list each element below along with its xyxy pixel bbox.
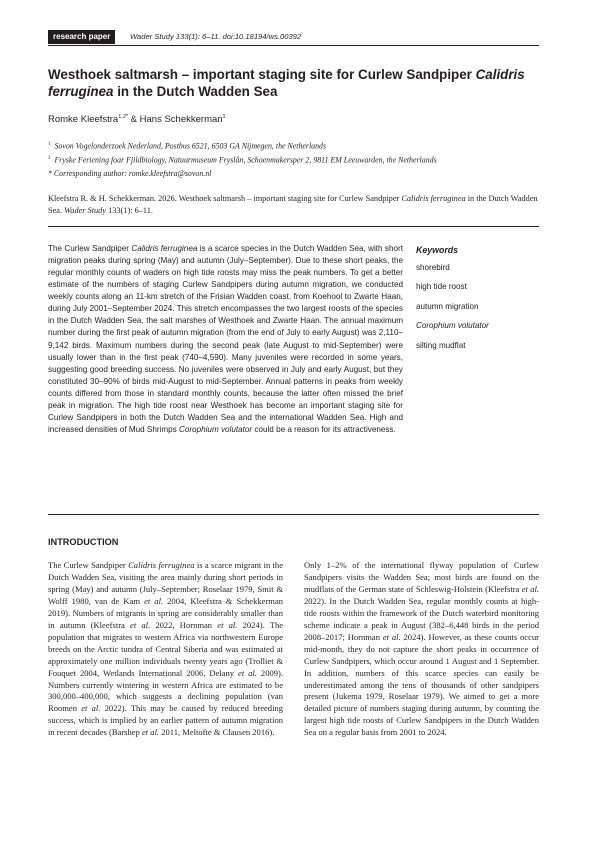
affiliation-2 <box>48 153 538 167</box>
et-al: et al. <box>217 619 238 630</box>
journal-reference <box>130 31 301 42</box>
intro-right-text: 2022). In the Dutch Wadden Sea, regular monthly counts at high-tide roosts within the framework of the Dutch waterbird monitoring scheme indicate a peak in August (382–6,448 birds in the period 2008–2017; Hornman <box>304 595 539 642</box>
intro-left-species: Calidris ferruginea <box>128 560 195 570</box>
abstract-species-1: Calidris ferruginea <box>131 244 198 253</box>
affiliation-2-number: 2 <box>48 156 51 162</box>
et-al: et al. <box>141 727 160 738</box>
intro-column-left <box>48 560 283 739</box>
article-type-tag: research paper <box>48 30 115 44</box>
affiliation-1 <box>48 139 538 153</box>
intro-left-text: 2022, Hornman <box>150 619 218 630</box>
title-end: in the Dutch Wadden Sea <box>113 84 278 99</box>
et-al: et al. <box>238 667 257 678</box>
intro-left-text: is a scarce migrant in the Dutch Wadden Sea, visiting the area mainly during short periods in spring (May) and autumn (July–September; Roselaar 1979, Smit & Wolff 1980, van de Kam <box>48 560 283 606</box>
citation-part-c: 133(1): 6–11. <box>106 206 153 215</box>
intro-left-text: 2024). The population that migrates to western Africa via northwestern Europe breeds on the Arctic tundra of Central Siberia and was estimated at approximately one million individuals twenty years ago (Trolliet & Fouquet 2004, Wetlands International 2006, Delany <box>48 619 284 678</box>
citation-part-a: Kleefstra R. & H. Schekkerman. 2026. Westhoek saltmarsh – important staging site for Curlew Sandpiper <box>48 194 402 203</box>
et-al: et al. <box>130 619 151 630</box>
affiliation-2-text: Fryske Feriening foar Fjildbiology, Natuurmuseum Fryslân, Schoenmakersper 2, 9811 EM Leeuwarden, the Netherlands <box>54 156 437 166</box>
keywords-heading: Keywords <box>416 245 459 255</box>
et-al: et al. <box>521 583 540 594</box>
keyword-item: high tide roost <box>416 282 467 292</box>
affiliation-1-number: 1 <box>48 142 51 147</box>
author-2-affil: 1 <box>222 114 226 120</box>
author-line <box>48 111 226 126</box>
affiliations <box>48 139 538 181</box>
intro-left-text: The Curlew Sandpiper <box>48 560 129 570</box>
journal-header <box>48 30 539 44</box>
section-heading-introduction: INTRODUCTION <box>48 537 119 547</box>
intro-left-text: 2011, Meltofte & Clausen 2016). <box>159 727 275 738</box>
intro-left-text: 2004, Kleefstra & Schekkerman 2019). Numbers of migrants in spring are considerably smaller than in autumn (Kleefstra <box>48 595 284 630</box>
keyword-item: autumn migration <box>416 301 479 311</box>
keyword-item: Corophium volutator <box>416 321 489 331</box>
et-al: et al. <box>382 631 401 642</box>
keyword-item: shorebird <box>416 263 450 272</box>
intro-right-text: Only 1–2% of the international flyway population of Curlew Sandpipers visits the Wadden Sea; most birds are found on the mudflats of the German state of Schleswig-Holstein (Kleefstra <box>304 560 539 594</box>
et-al: et al. <box>81 703 101 714</box>
author-1-affil: 1,2* <box>118 114 129 120</box>
corresponding-author: * Corresponding author: romke.kleefstra@sovon.nl <box>48 168 212 178</box>
abstract-species-2: Corophium volutator <box>178 424 253 434</box>
citation-rule <box>48 226 539 227</box>
abstract <box>48 243 403 436</box>
title-main: Westhoek saltmarsh – important staging site for Curlew Sandpiper <box>48 67 476 82</box>
journal-ref-text: Wader Study 133(1): 6–11. doi:10.18194/ws.00392 <box>130 32 302 41</box>
keywords-box <box>416 244 539 359</box>
author-1: Romke Kleefstra <box>48 114 119 126</box>
abstract-text-1: The Curlew Sandpiper <box>48 244 132 253</box>
et-al: et al. <box>144 595 164 606</box>
article-title <box>48 66 538 100</box>
header-rule <box>48 45 539 46</box>
citation-species: Calidris ferruginea <box>401 194 466 203</box>
abstract-text-2: is a scarce species in the Dutch Wadden Sea, with short migration peaks during spring (May) and autumn (July–September). Due to these short peaks, the regular monthly counts of waders on high tide roosts may miss the peak numbers. To get a better estimate of the numbers of staging Curlew Sandpipers during autumn migration, we conducted weekly counts along an 11-km stretch of the Frisian Wadden coast, from Koehool to Zwarte Haan, during July 2001–September 2024. This stretch encompasses the two largest roosts of the species in the Dutch Wadden Sea, the salt marshes of Westhoek and Zwarte Haan. The annual maximum number during the first peak of autumn migration (from the end of July to early August) was 2,110–9,142 birds. Maximum numbers during the second peak (late August to mid-September) were usually lower than in the first peak (740–4,590). Many juveniles were recorded in some years, suggesting good breeding success. No juveniles were observed in July and early August, but they constituted 30–90% of birds mid-August to mid-September. Annual patterns in peaks from weekly counts differed from those in standard monthly counts, because the latter often missed the brief peak in migration. The high tide roost near Westhoek has become an important staging site for Curlew Sandpipers in both the Dutch Wadden Sea and the international Wadden Sea. High and increased densities of Mud Shrimps <box>48 244 403 434</box>
intro-column-right <box>304 560 539 739</box>
intro-right-text: 2024). However, as these counts occur mid-month, they do not capture the short peaks in occurrence of Curlew Sandpipers, which occur around 1 August and 1 September. In addition, numbers of this scarce species can easily be underestimated among the tens of thousands of other sandpipers present (Jukema 1979, Roselaar 1979). We aimed to get a more detailed picture of numbers staging during autumn, by counting the largest high tide roosts of Curlew Sandpipers in the Dutch Wadden Sea on a regular basis from 2001 to 2024. <box>304 631 540 738</box>
intro-left-text: 2022). This may be caused by reduced breeding success, which is implied by an earlier pattern of autumn migration in recent decades (Barshep <box>48 703 284 738</box>
citation-journal: Wader Study <box>64 206 107 215</box>
keyword-item: silting mudflat <box>416 340 466 350</box>
abstract-separator <box>48 514 539 515</box>
intro-left-text: 2009). Numbers currently wintering in western Africa are estimated to be 300,000–400,000, which suggests a declining population (van Roomen <box>48 667 283 714</box>
abstract-text-3: could be a reason for its attractiveness. <box>252 424 396 434</box>
title-species: Calidris ferruginea <box>48 67 525 99</box>
author-2: & Hans Schekkerman <box>128 114 223 126</box>
citation-part-b: in the Dutch Wadden Sea. <box>48 194 538 215</box>
affiliation-1-text: Sovon Vogelonderzoek Nederland, Postbus 6521, 6503 GA Nijmegen, the Netherlands <box>54 141 327 151</box>
citation <box>48 193 538 217</box>
